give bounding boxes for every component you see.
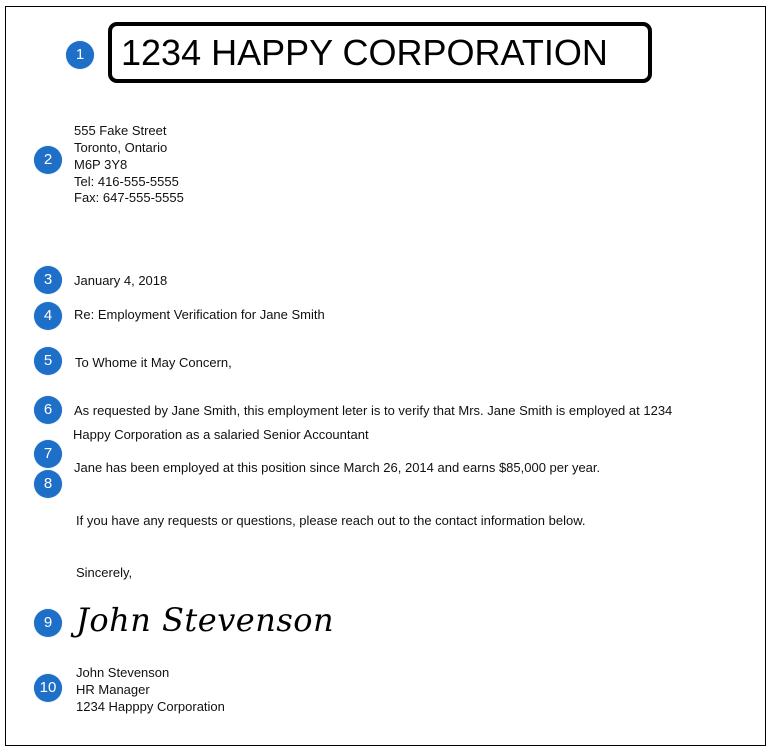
annotation-badge-8: 8 (34, 470, 62, 498)
signatory-company: 1234 Happpy Corporation (76, 699, 225, 714)
annotation-badge-4: 4 (34, 302, 62, 330)
signatory-name: John Stevenson (76, 665, 170, 680)
address-street: 555 Fake Street (74, 123, 167, 138)
handwritten-signature: John Stevenson (76, 601, 335, 639)
letter-subject: Re: Employment Verification for Jane Smith (74, 307, 325, 322)
paragraph-2: Jane has been employed at this position since March 26, 2014 and earns $85,000 per year. (74, 460, 601, 475)
annotation-badge-7: 7 (34, 440, 62, 468)
address-fax: Fax: 647-555-5555 (74, 190, 184, 205)
annotation-badge-9: 9 (34, 609, 62, 637)
address-city: Toronto, Ontario (74, 140, 168, 155)
paragraph-1-line-2: Happy Corporation as a salaried Senior Accountant (73, 427, 369, 442)
signatory-title: HR Manager (76, 682, 150, 697)
address-postal: M6P 3Y8 (74, 157, 128, 172)
letter-salutation: To Whome it May Concern, (75, 355, 232, 370)
paragraph-1-line-1: As requested by Jane Smith, this employment leter is to verify that Mrs. Jane Smith is employed at 1234 (74, 403, 673, 418)
annotation-badge-6: 6 (34, 396, 62, 424)
paragraph-3: If you have any requests or questions, please reach out to the contact information below. (76, 513, 586, 528)
address-tel: Tel: 416-555-5555 (74, 174, 179, 189)
company-title: 1234 HAPPY CORPORATION (121, 32, 608, 73)
annotation-badge-1: 1 (66, 41, 94, 69)
annotation-badge-2: 2 (34, 146, 62, 174)
letter-date: January 4, 2018 (74, 273, 168, 288)
annotation-badge-5: 5 (34, 347, 62, 375)
annotation-badge-3: 3 (34, 266, 62, 294)
letter-closing: Sincerely, (76, 565, 133, 580)
annotation-badge-10: 10 (34, 674, 62, 702)
